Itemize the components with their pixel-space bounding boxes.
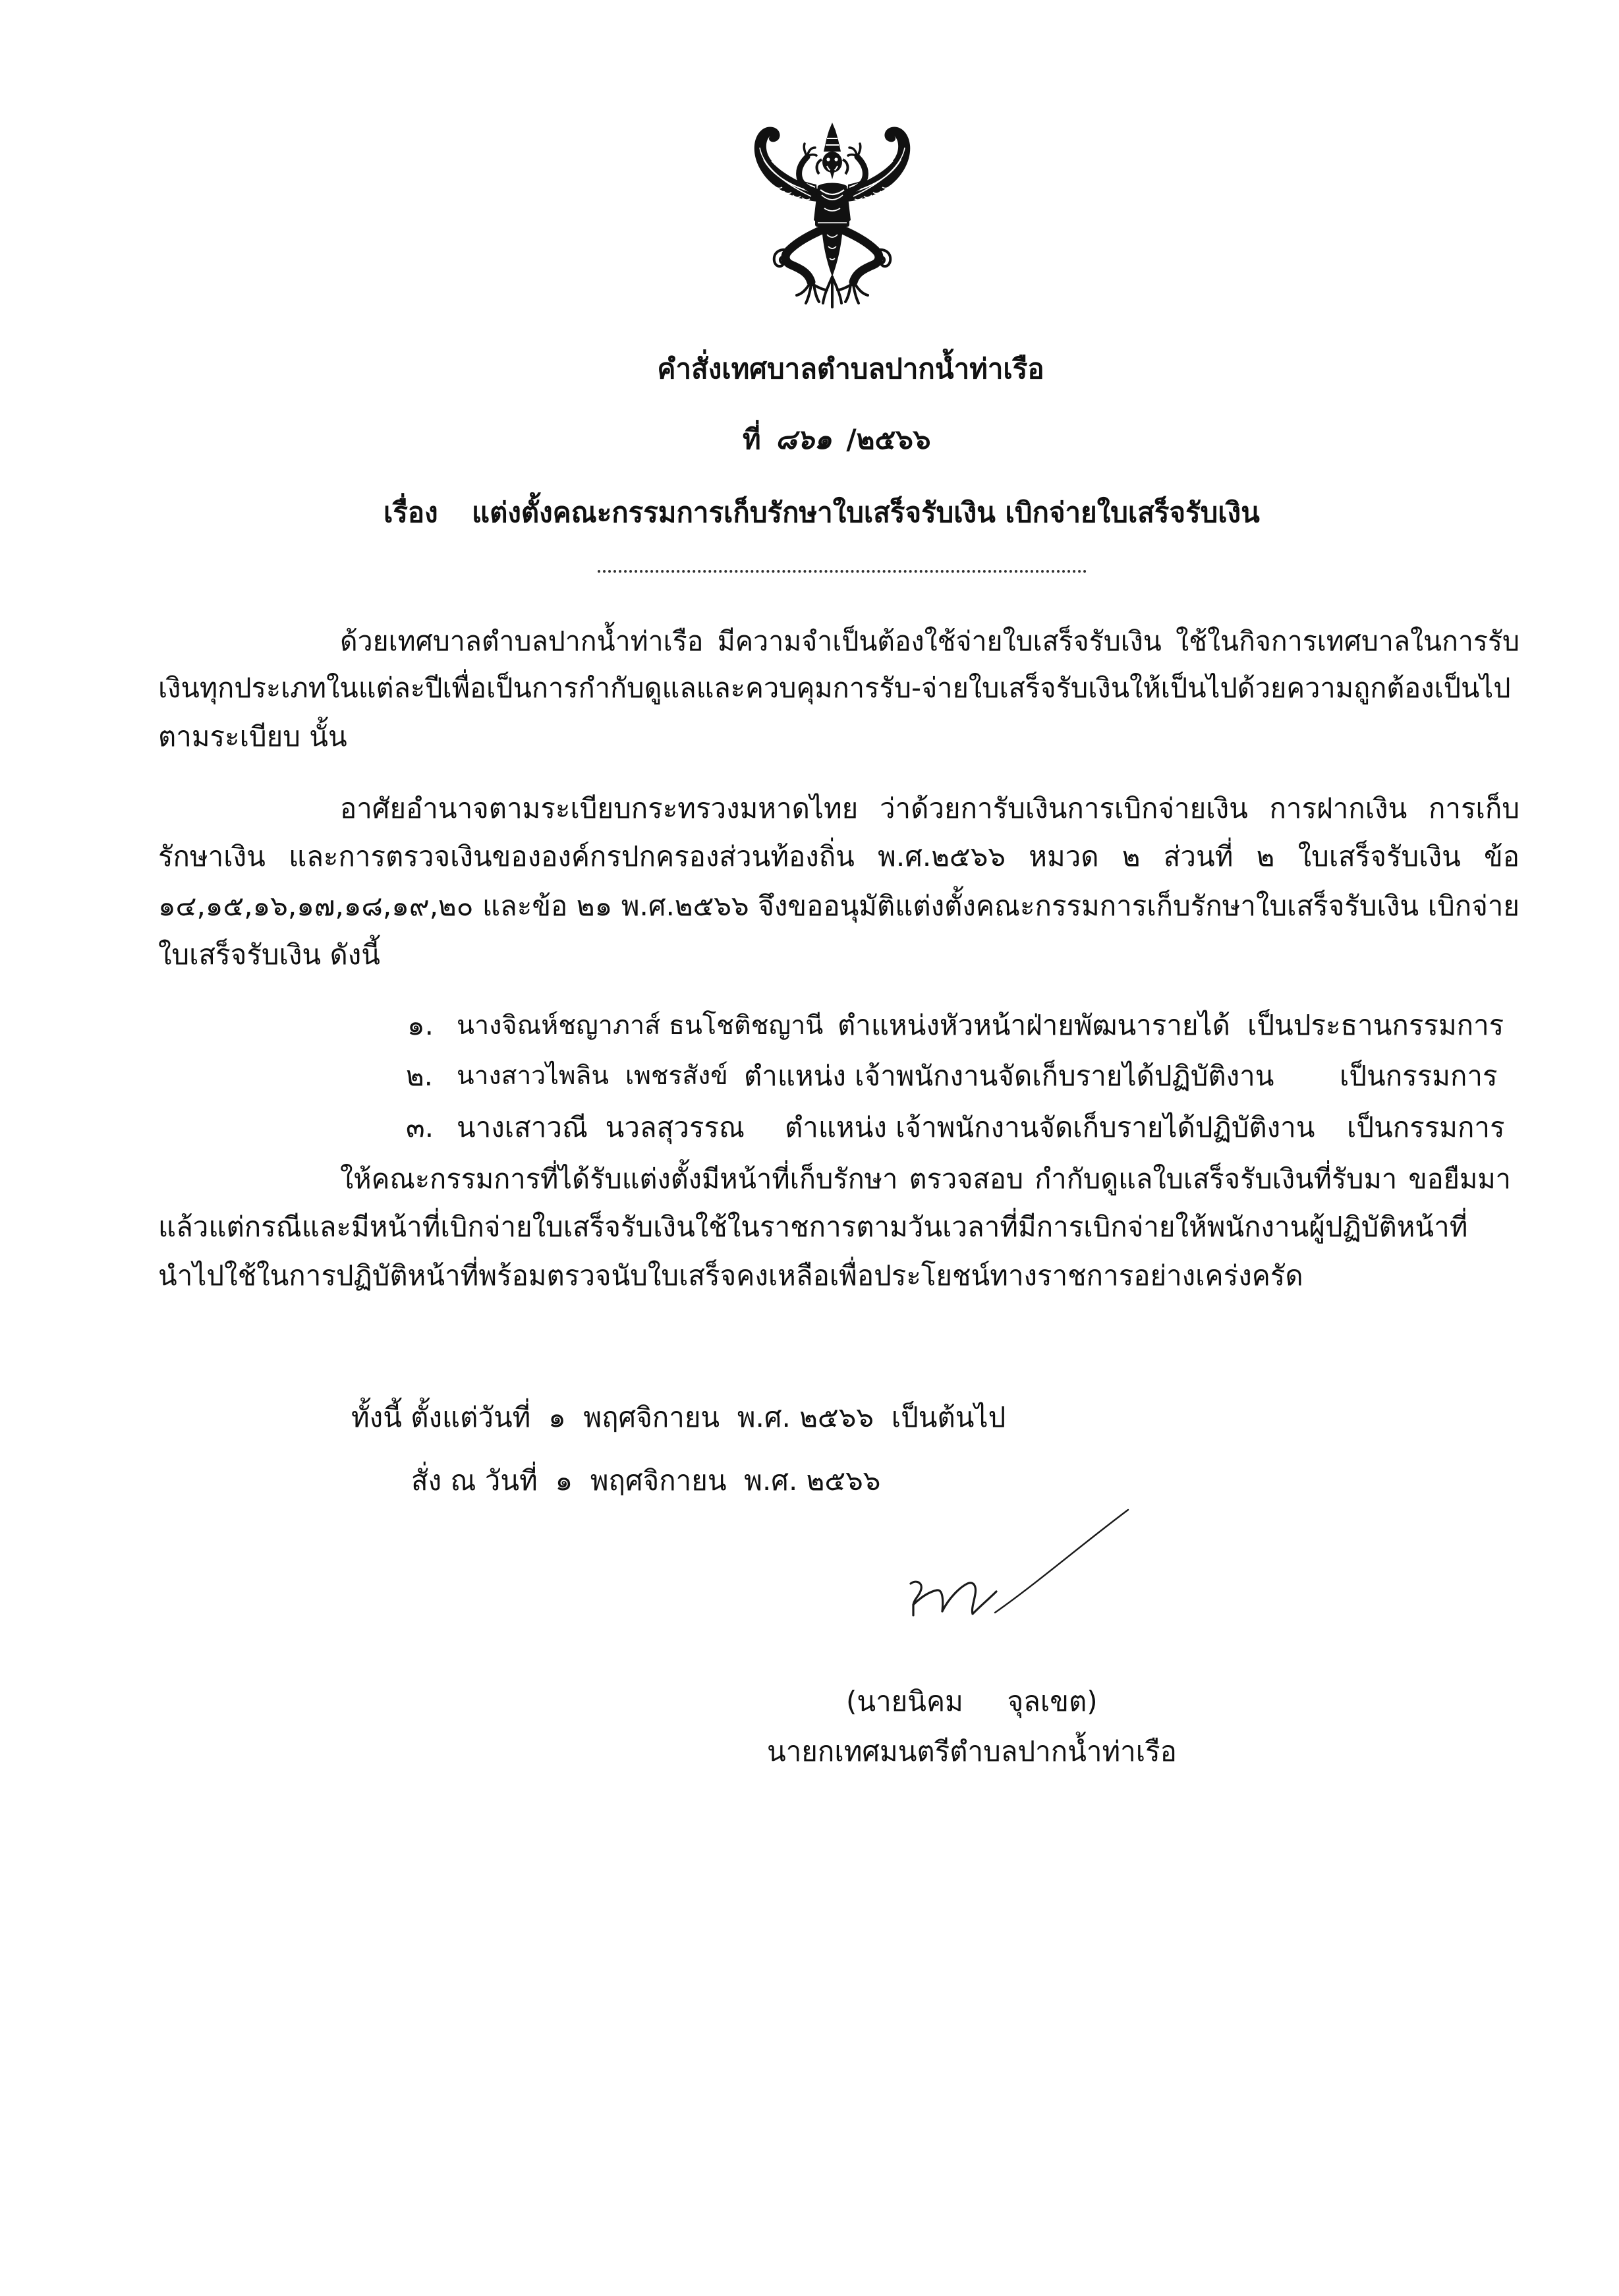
paragraph-2-line: ใบเสร็จรับเงิน ดังนี้: [158, 938, 380, 971]
committee-role: เป็นกรรมการ: [1340, 1060, 1498, 1092]
committee-name: นางเสาวณี นวลสุวรรณ: [457, 1111, 745, 1143]
committee-name: นางจิณห์ชญาภาส์ ธนโชติชญานี: [457, 1010, 824, 1041]
handwritten-signature: [903, 1506, 1133, 1638]
committee-number: ๓.: [406, 1111, 434, 1143]
signatory-name: (นายนิคม จุลเขต): [846, 1685, 1098, 1717]
subject-text: แต่งตั้งคณะกรรมการเก็บรักษาใบเสร็จรับเงิน เบิกจ่ายใบเสร็จรับเงิน: [472, 496, 1260, 529]
committee-position: ตำแหน่ง เจ้าพนักงานจัดเก็บรายได้ปฏิบัติงาน: [785, 1111, 1315, 1143]
committee-position: ตำแหน่งหัวหน้าฝ่ายพัฒนารายได้: [838, 1009, 1230, 1041]
order-number: [743, 420, 931, 459]
order-date: สั่ง ณ วันที่ ๑ พฤศจิกายน พ.ศ. ๒๕๖๖: [411, 1464, 881, 1497]
committee-role: เป็นประธานกรรมการ: [1247, 1009, 1504, 1041]
order-number-year: /๒๕๖๖: [846, 423, 931, 455]
paragraph-3-line: แล้วแต่กรณีและมีหน้าที่เบิกจ่ายใบเสร็จรับเงินใช้ในราชการตามวันเวลาที่มีการเบิกจ่ายให้พนักงานผู้ปฏิบัติหน้าที่: [158, 1211, 1468, 1243]
paragraph-2-line: ๑๔,๑๕,๑๖,๑๗,๑๘,๑๙,๒๐ และข้อ ๒๑ พ.ศ.๒๕๖๖ จึงขออนุมัติแต่งตั้งคณะกรรมการเก็บรักษาใบเสร็จรับเงิน เบิกจ่าย: [158, 890, 1520, 922]
order-title: คำสั่งเทศบาลตำบลปากน้ำท่าเรือ: [657, 353, 1044, 385]
committee-row: [0, 1056, 1619, 1096]
subject-label: เรื่อง: [383, 496, 438, 529]
paragraph-2-line: อาศัยอำนาจตามระเบียบกระทรวงมหาดไทย ว่าด้วยการับเงินการเบิกจ่ายเงิน การฝากเงิน การเก็บ: [340, 792, 1520, 824]
paragraph-3-line: นำไปใช้ในการปฏิบัติหน้าที่พร้อมตรวจนับใบเสร็จคงเหลือเพื่อประโยชน์ทางราชการอย่างเคร่งครัด: [158, 1259, 1303, 1292]
paragraph-1-line: ตามระเบียบ นั้น: [158, 720, 347, 753]
committee-row: [0, 1108, 1619, 1147]
paragraph-1-line: ด้วยเทศบาลตำบลปากน้ำท่าเรือ มีความจำเป็นต้องใช้จ่ายใบเสร็จรับเงิน ใช้ในกิจการเทศบาลในการรับ: [340, 625, 1520, 657]
garuda-emblem-icon: [745, 121, 919, 314]
signatory-title: นายกเทศมนตรีตำบลปากน้ำท่าเรือ: [767, 1735, 1177, 1767]
order-number-label: ที่: [743, 423, 761, 455]
committee-number: ๑.: [407, 1009, 434, 1041]
committee-position: ตำแหน่ง เจ้าพนักงานจัดเก็บรายได้ปฏิบัติงาน: [744, 1060, 1274, 1092]
committee-number: ๒.: [406, 1060, 434, 1092]
paragraph-3-line: ให้คณะกรรมการที่ได้รับแต่งตั้งมีหน้าที่เก็บรักษา ตรวจสอบ กำกับดูแลใบเสร็จรับเงินที่รับมา ขอยืมมา: [340, 1162, 1511, 1195]
committee-row: [0, 1006, 1619, 1045]
effective-date: ทั้งนี้ ตั้งแต่วันที่ ๑ พฤศจิกายน พ.ศ. ๒๕๖๖ เป็นต้นไป: [351, 1401, 1006, 1433]
paragraph-2-line: รักษาเงิน และการตรวจเงินขององค์กรปกครองส่วนท้องถิ่น พ.ศ.๒๕๖๖ หมวด ๒ ส่วนที่ ๒ ใบเสร็จรับเงิน ข้อ: [158, 840, 1520, 873]
committee-name: นางสาวไพลิน เพชรสังข์: [457, 1061, 728, 1091]
committee-role: เป็นกรรมการ: [1347, 1111, 1505, 1143]
dotted-divider: [598, 570, 1087, 573]
paragraph-1-line: เงินทุกประเภทในแต่ละปีเพื่อเป็นการกำกับดูแลและควบคุมการรับ-จ่ายใบเสร็จรับเงินให้เป็นไปด้วยความถูกต้องเป็นไป: [158, 672, 1511, 704]
order-number-value: ๘๖๑: [775, 423, 832, 455]
